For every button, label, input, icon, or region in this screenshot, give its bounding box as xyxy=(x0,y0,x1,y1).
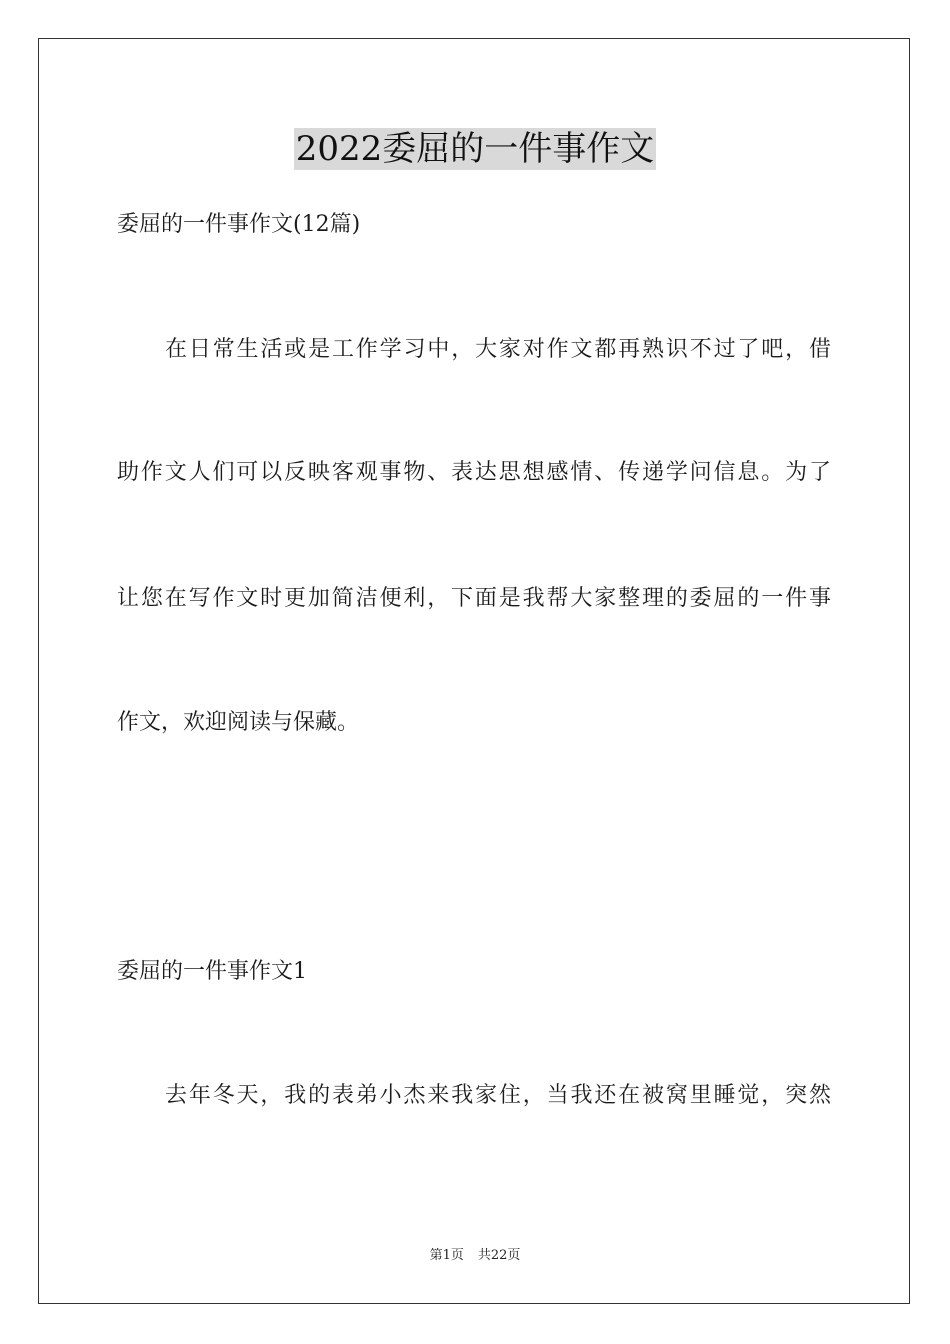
section-heading: 委屈的一件事作文1 xyxy=(117,959,307,984)
intro-line: 让您在写作文时更加简洁便利，下面是我帮大家整理的委屈的一件事 xyxy=(117,586,831,611)
page-number: 第1页 xyxy=(429,1248,464,1263)
document-title: 2022委屈的一件事作文 xyxy=(295,129,655,169)
intro-line: 助作文人们可以反映客观事物、表达思想感情、传递学问信息。为了 xyxy=(117,460,831,485)
page-total: 共22页 xyxy=(477,1248,521,1263)
section-line: 去年冬天，我的表弟小杰来我家住，当我还在被窝里睡觉，突然 xyxy=(165,1083,831,1108)
page-footer xyxy=(0,1246,950,1266)
intro-line: 作文，欢迎阅读与保藏。 xyxy=(117,710,360,735)
document-subtitle: 委屈的一件事作文(12篇) xyxy=(117,212,361,237)
intro-line: 在日常生活或是工作学习中，大家对作文都再熟识不过了吧，借 xyxy=(165,337,831,362)
title-wrapper xyxy=(0,128,950,170)
